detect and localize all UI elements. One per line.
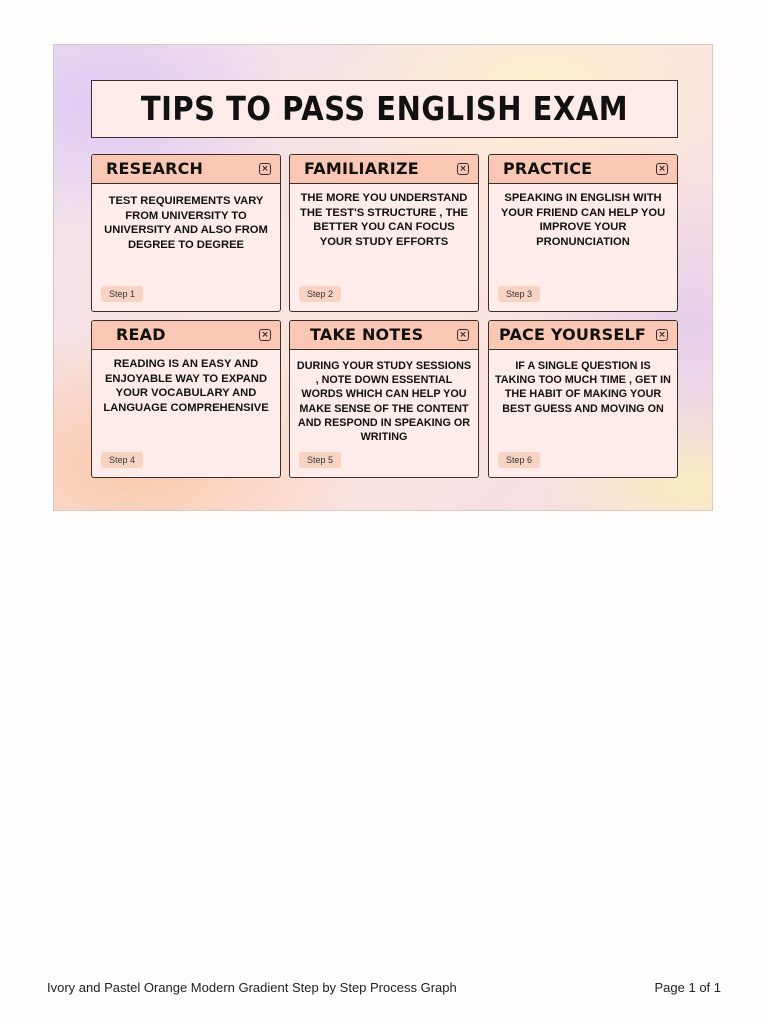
step-badge: Step 1 — [101, 286, 143, 302]
card-body: TEST REQUIREMENTS VARY FROM UNIVERSITY TO UNIVERSITY AND ALSO FROM DEGREE TO DEGREE — [104, 195, 268, 251]
card-body: READING IS AN EASY AND ENJOYABLE WAY TO EXPAND YOUR VOCABULARY AND LANGUAGE COMPREHENSIVE — [103, 358, 269, 414]
card-title: READ — [116, 325, 166, 344]
close-icon[interactable]: × — [259, 163, 271, 175]
card-body: SPEAKING IN ENGLISH WITH YOUR FRIEND CAN HELP YOU IMPROVE YOUR PRONUNCIATION — [500, 192, 666, 248]
step-card-familiarize — [289, 154, 479, 312]
card-header — [92, 155, 280, 184]
close-icon[interactable]: × — [656, 329, 668, 341]
card-title: PRACTICE — [503, 159, 593, 178]
page-title: TIPS TO PASS ENGLISH EXAM — [140, 89, 629, 129]
step-badge: Step 5 — [299, 452, 341, 468]
close-icon[interactable]: × — [457, 163, 469, 175]
card-body: DURING YOUR STUDY SESSIONS , NOTE DOWN ESSENTIAL WORDS WHICH CAN HELP YOU MAKE SENSE OF THE CONTENT AND RESPOND IN SPEAKING OR WRITING — [296, 360, 472, 444]
card-body: IF A SINGLE QUESTION IS TAKING TOO MUCH TIME , GET IN THE HABIT OF MAKING YOUR BEST GUESS AND MOVING ON — [495, 360, 671, 415]
step-badge: Step 4 — [101, 452, 143, 468]
card-title: RESEARCH — [106, 159, 204, 178]
card-header — [92, 321, 280, 350]
card-title: PACE YOURSELF — [499, 325, 646, 344]
title-box — [91, 80, 678, 138]
close-icon[interactable]: × — [259, 329, 271, 341]
card-body: THE MORE YOU UNDERSTAND THE TEST'S STRUCTURE , THE BETTER YOU CAN FOCUS YOUR STUDY EFFORTS — [300, 192, 468, 248]
step-card-pace-yourself — [488, 320, 678, 478]
step-card-practice — [488, 154, 678, 312]
card-header — [290, 155, 478, 184]
card-header — [489, 155, 677, 184]
step-badge: Step 6 — [498, 452, 540, 468]
card-header — [290, 321, 478, 350]
step-card-take-notes — [289, 320, 479, 478]
step-card-read — [91, 320, 281, 478]
card-title: TAKE NOTES — [310, 325, 424, 344]
close-icon[interactable]: × — [457, 329, 469, 341]
step-badge: Step 2 — [299, 286, 341, 302]
card-title: FAMILIARIZE — [304, 159, 419, 178]
infographic-panel — [53, 44, 713, 511]
step-badge: Step 3 — [498, 286, 540, 302]
close-icon[interactable]: × — [656, 163, 668, 175]
page-number: Page 1 of 1 — [654, 980, 721, 995]
card-header — [489, 321, 677, 350]
step-card-research — [91, 154, 281, 312]
document-title: Ivory and Pastel Orange Modern Gradient Step by Step Process Graph — [47, 980, 457, 995]
